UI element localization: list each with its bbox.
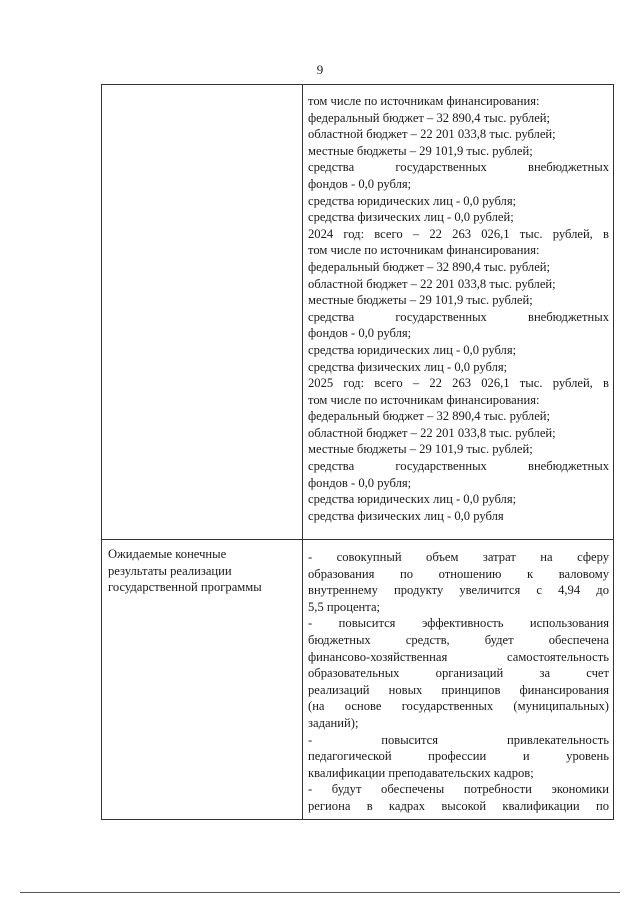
text-line: реализаций новых принципов финансирования [308, 682, 609, 697]
text-line: областной бюджет – 22 201 033,8 тыс. рублей; [308, 425, 556, 440]
row-label [102, 85, 302, 91]
text-line: образования по отношению к валовому [308, 566, 609, 581]
text-line: - повысится эффективность использования [308, 616, 609, 631]
text-line: фондов - 0,0 рубля; [308, 475, 412, 490]
text-line: фондов - 0,0 рубля; [308, 326, 412, 341]
text-line: финансово-хозяйственная самостоятельность [308, 649, 609, 664]
row-label: Ожидаемые конечные результаты реализации государственной программы [108, 547, 262, 595]
text-line: средства государственных внебюджетных [308, 160, 609, 175]
row-label-cell [102, 540, 303, 820]
text-line: федеральный бюджет – 32 890,4 тыс. рублей; [308, 409, 551, 424]
text-line: том числе по источникам финансирования: [308, 243, 540, 258]
text-line: педагогической профессии и уровень [308, 749, 609, 764]
text-line: местные бюджеты – 29 101,9 тыс. рублей; [308, 143, 533, 158]
expected-results-cell [303, 540, 614, 820]
text-line: 2024 год: всего – 22 263 026,1 тыс. рублей, в [308, 226, 609, 241]
text-line: - совокупный объем затрат на сферу [308, 550, 609, 564]
text-line: средства физических лиц - 0,0 рубля [308, 508, 504, 523]
page-number: 9 [316, 62, 324, 77]
program-passport-table [101, 84, 614, 820]
text-line: - будут обеспечены потребности экономики [308, 782, 609, 797]
text-line: региона в кадрах высокой квалификации по [308, 798, 609, 813]
text-line: областной бюджет – 22 201 033,8 тыс. рублей; [308, 276, 556, 291]
text-line: средства юридических лиц - 0,0 рубля; [308, 342, 517, 357]
text-line: квалификации преподавательских кадров; [308, 765, 534, 780]
text-line: том числе по источникам финансирования: [308, 94, 540, 108]
text-line: образовательных организаций за счет [308, 666, 609, 681]
text-line: фондов - 0,0 рубля; [308, 176, 412, 191]
text-line: (на основе государственных (муниципальных) [308, 699, 609, 714]
text-line: федеральный бюджет – 32 890,4 тыс. рублей; [308, 110, 551, 125]
row-label-cell [102, 85, 303, 540]
financing-details-cell [303, 85, 614, 540]
text-line: средства государственных внебюджетных [308, 309, 609, 324]
text-line: средства физических лиц - 0,0 рубля; [308, 359, 508, 374]
text-line: внутреннему продукту увеличится с 4,94 до [308, 583, 609, 598]
table-row-expected-results [102, 540, 614, 820]
text-line: средства юридических лиц - 0,0 рубля; [308, 492, 517, 507]
text-line: заданий); [308, 715, 359, 730]
table-row-financing [102, 85, 614, 540]
text-line: средства физических лиц - 0,0 рублей; [308, 210, 514, 225]
text-line: федеральный бюджет – 32 890,4 тыс. рублей; [308, 259, 551, 274]
page-bottom-rule [20, 892, 620, 893]
text-line: 5,5 процента; [308, 599, 381, 614]
text-line: - повысится привлекательность [308, 732, 609, 747]
text-line: областной бюджет – 22 201 033,8 тыс. рублей; [308, 127, 556, 142]
text-line: средства юридических лиц - 0,0 рубля; [308, 193, 517, 208]
text-line: местные бюджеты – 29 101,9 тыс. рублей; [308, 293, 533, 308]
text-line: бюджетных средств, будет обеспечена [308, 632, 609, 647]
text-line: том числе по источникам финансирования: [308, 392, 540, 407]
text-line: 2025 год: всего – 22 263 026,1 тыс. рублей, в [308, 376, 609, 391]
text-line: средства государственных внебюджетных [308, 459, 609, 474]
text-line: местные бюджеты – 29 101,9 тыс. рублей; [308, 442, 533, 457]
